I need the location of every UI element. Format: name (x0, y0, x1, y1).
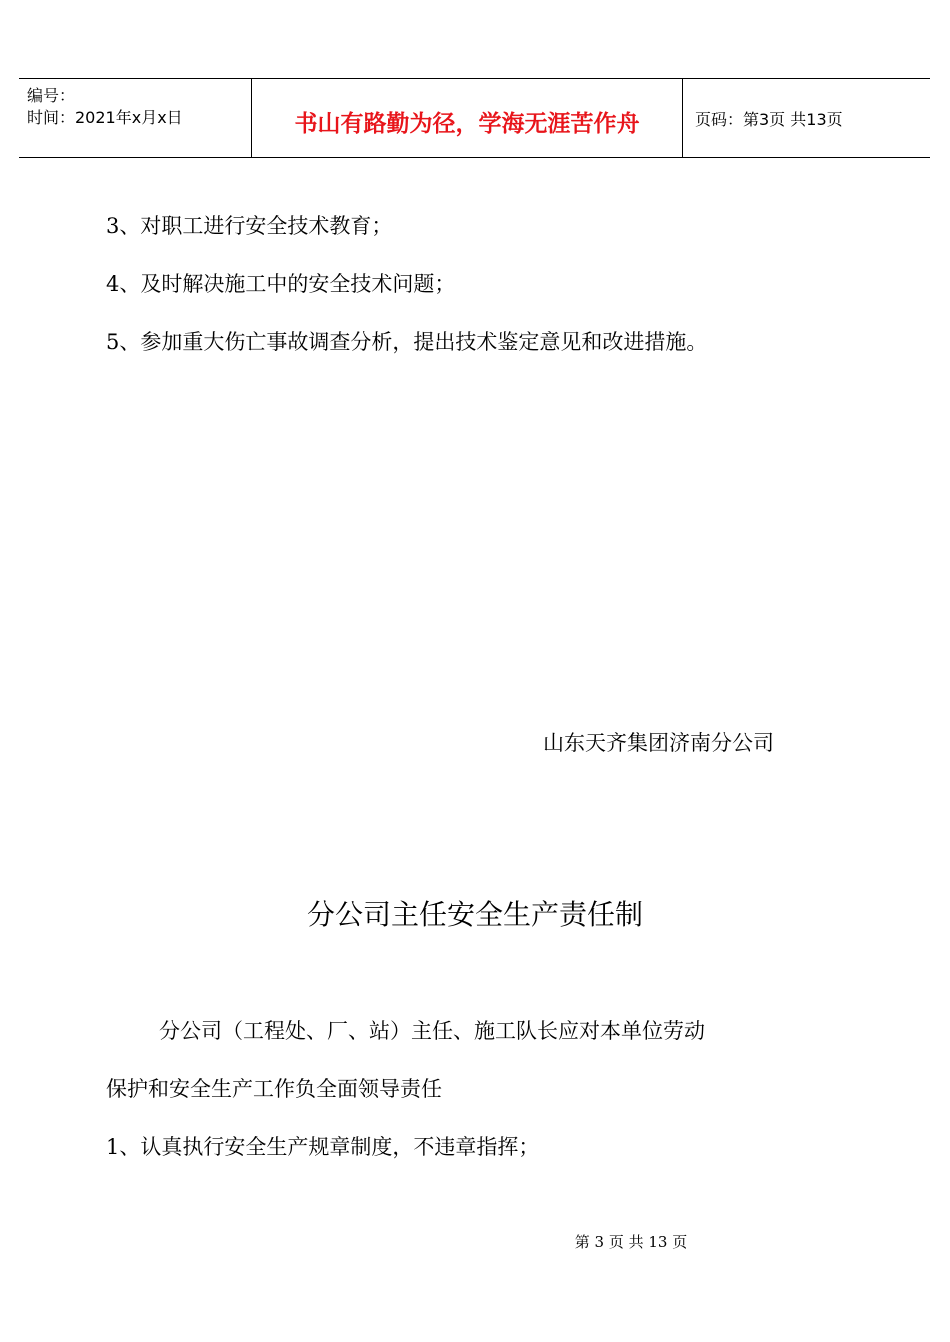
page-footer: 第 3 页 共 13 页 (574, 1233, 688, 1251)
page-info: 页码：第3页 共13页 (695, 110, 843, 129)
section-paragraph-line-1: 分公司（工程处、厂、站）主任、施工队长应对本单位劳动 (159, 1019, 705, 1043)
header-middle-cell (252, 79, 683, 157)
header-motto: 书山有路勤为径，学海无涯苦作舟 (294, 111, 640, 137)
header-left-cell (19, 79, 252, 157)
page-header (19, 78, 930, 158)
body-line-5: 5、参加重大伤亡事故调查分析，提出技术鉴定意见和改进措施。 (106, 330, 708, 354)
header-right-cell (683, 79, 930, 157)
signature: 山东天齐集团济南分公司 (543, 731, 774, 755)
serial-label: 编号： (27, 86, 76, 105)
body-line-4: 4、及时解决施工中的安全技术问题； (106, 272, 456, 296)
section-item-1: 1、认真执行安全生产规章制度，不违章指挥； (106, 1135, 540, 1159)
date-label: 时间：2021年x月x日 (27, 108, 183, 127)
section-title: 分公司主任安全生产责任制 (306, 898, 643, 931)
section-paragraph-line-2: 保护和安全生产工作负全面领导责任 (106, 1077, 442, 1101)
body-line-3: 3、对职工进行安全技术教育； (106, 214, 393, 238)
